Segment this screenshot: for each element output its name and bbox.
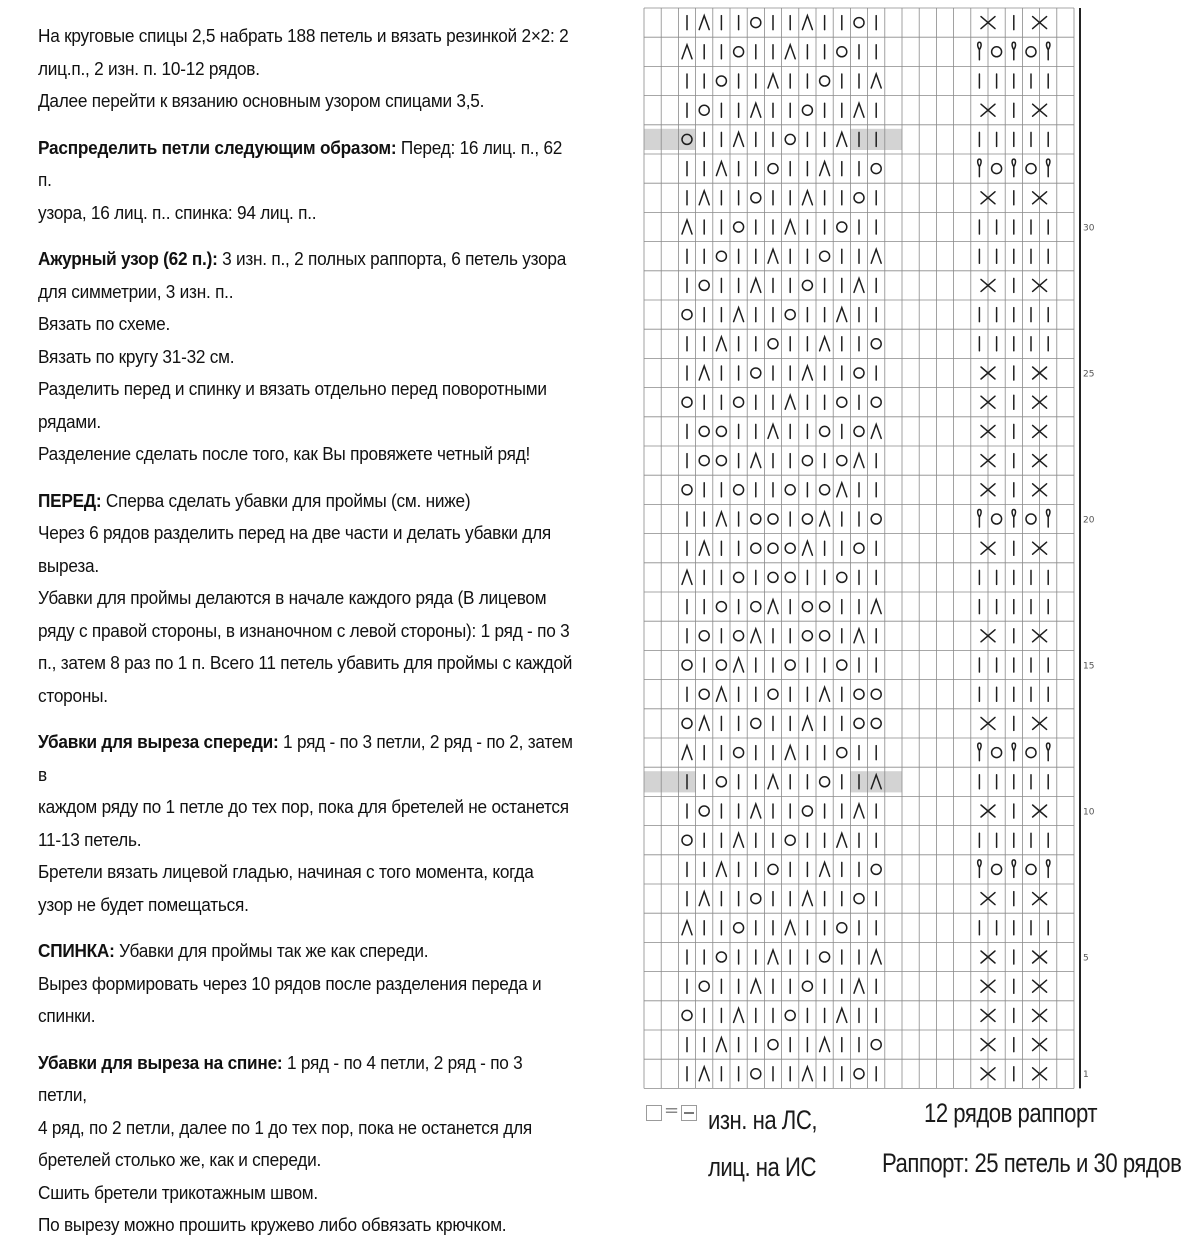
heading-front-neck: Убавки для выреза спереди: — [38, 731, 279, 752]
decrease-stitch — [854, 103, 864, 117]
yarn-over — [837, 660, 847, 670]
text-line: спинки. — [38, 1005, 96, 1026]
text-line: рядами. — [38, 410, 101, 432]
decrease-stitch — [768, 424, 778, 438]
yarn-over — [751, 894, 761, 904]
yarn-over — [682, 660, 692, 670]
yarn-over — [699, 456, 709, 466]
yarn-over — [992, 864, 1002, 874]
yarn-over — [992, 47, 1002, 57]
decrease-stitch — [716, 512, 726, 526]
twisted-stitch — [1012, 159, 1015, 177]
decrease-stitch — [699, 892, 709, 906]
decrease-stitch — [716, 862, 726, 876]
decrease-stitch — [802, 366, 812, 380]
yarn-over — [871, 339, 881, 349]
yarn-over — [802, 631, 812, 641]
decrease-stitch — [837, 833, 847, 847]
yarn-over — [751, 543, 761, 553]
yarn-over — [716, 76, 726, 86]
text-line: Сперва сделать убавки для проймы (см. ниже) — [101, 489, 471, 511]
decrease-stitch — [802, 716, 812, 730]
paragraph-back-neck — [38, 1047, 573, 1112]
yarn-over — [751, 368, 761, 378]
yarn-over — [734, 47, 744, 57]
yarn-over — [785, 134, 795, 144]
yarn-over — [854, 543, 864, 553]
twisted-stitch — [1046, 510, 1049, 528]
decrease-stitch — [768, 950, 778, 964]
decrease-stitch — [820, 1038, 830, 1052]
yarn-over — [768, 864, 778, 874]
yarn-over — [682, 310, 692, 320]
yarn-over — [992, 164, 1002, 174]
text-line: узора, 16 лиц. п.. спинка: 94 лиц. п.. — [38, 201, 317, 223]
decrease-stitch — [785, 921, 795, 935]
yarn-over — [734, 748, 744, 758]
heading-lace-pattern: Ажурный узор (62 п.): — [38, 248, 218, 269]
yarn-over — [682, 835, 692, 845]
yarn-over — [682, 718, 692, 728]
twisted-stitch — [1046, 743, 1049, 761]
yarn-over — [871, 164, 881, 174]
yarn-over — [751, 193, 761, 203]
twisted-stitch — [1046, 42, 1049, 60]
yarn-over — [716, 952, 726, 962]
purl-symbol-icon — [646, 1105, 662, 1121]
yarn-over — [751, 514, 761, 524]
decrease-stitch — [751, 454, 761, 468]
text-line: Бретели вязать лицевой гладью, начиная с того момента, когда — [38, 861, 534, 882]
decrease-stitch — [768, 775, 778, 789]
yarn-over — [820, 76, 830, 86]
yarn-over — [734, 923, 744, 933]
legend-line-2: лиц. на ИС — [708, 1152, 816, 1182]
yarn-over — [820, 602, 830, 612]
row-number: 30 — [1083, 223, 1095, 234]
yarn-over — [785, 543, 795, 553]
decrease-stitch — [802, 541, 812, 555]
decrease-stitch — [768, 74, 778, 88]
yarn-over — [682, 1010, 692, 1020]
yarn-over — [802, 280, 812, 290]
yarn-over — [854, 689, 864, 699]
yarn-over — [854, 18, 864, 28]
text-line: 1 ряд - по 3 петли, 2 ряд - по 2, затем в — [38, 731, 573, 785]
yarn-over — [837, 47, 847, 57]
text-line: ряду с правой стороны, в изнаночном с левой стороны): 1 ряд - по 3 — [38, 619, 570, 641]
text-line: Вязать по кругу 31-32 см. — [38, 345, 235, 367]
text-line: На круговые спицы 2,5 набрать 188 петель и вязать резинкой 2×2: 2 — [38, 25, 569, 46]
decrease-stitch — [871, 249, 881, 263]
yarn-over — [992, 514, 1002, 524]
decrease-stitch — [802, 1067, 812, 1081]
text-line: Убавки для проймы делаются в начале каждого ряда (В лицевом — [38, 587, 547, 608]
yarn-over — [682, 485, 692, 495]
heading-back: СПИНКА: — [38, 940, 115, 961]
yarn-over — [785, 835, 795, 845]
legend-line-1: изн. на ЛС, — [708, 1105, 818, 1135]
yarn-over — [802, 456, 812, 466]
yarn-over — [871, 514, 881, 524]
twisted-stitch — [978, 860, 981, 878]
yarn-over — [785, 660, 795, 670]
decrease-stitch — [716, 337, 726, 351]
twisted-stitch — [1012, 743, 1015, 761]
text-line: Вязать по схеме. — [38, 313, 171, 334]
yarn-over — [768, 339, 778, 349]
yarn-over — [785, 1010, 795, 1020]
yarn-over — [768, 164, 778, 174]
repeat-info-label: Раппорт: 25 петель и 30 рядов — [882, 1148, 1182, 1178]
decrease-stitch — [871, 950, 881, 964]
decrease-stitch — [734, 308, 744, 322]
decrease-stitch — [734, 658, 744, 672]
text-line: Через 6 рядов разделить перед на две части и делать убавки для — [38, 522, 551, 543]
paragraph-lace — [38, 243, 573, 276]
yarn-over — [820, 631, 830, 641]
yarn-over — [820, 426, 830, 436]
decrease-stitch — [871, 424, 881, 438]
decrease-stitch — [699, 716, 709, 730]
decrease-stitch — [854, 979, 864, 993]
twisted-stitch — [978, 510, 981, 528]
decrease-stitch — [837, 308, 847, 322]
decrease-stitch — [820, 162, 830, 176]
legend-equals: = — [664, 1100, 680, 1121]
decrease-stitch — [734, 1008, 744, 1022]
yarn-over — [785, 572, 795, 582]
decrease-stitch — [871, 74, 881, 88]
yarn-over — [768, 543, 778, 553]
decrease-stitch — [734, 132, 744, 146]
yarn-over — [682, 397, 692, 407]
text-line: Разделить перед и спинку и вязать отдельно перед поворотными — [38, 378, 547, 399]
yarn-over — [699, 280, 709, 290]
yarn-over — [802, 105, 812, 115]
decrease-stitch — [854, 278, 864, 292]
yarn-over — [854, 193, 864, 203]
yarn-over — [716, 251, 726, 261]
yarn-over — [992, 748, 1002, 758]
text-line: Сшить бретели трикотажным швом. — [38, 1181, 318, 1203]
decrease-stitch — [716, 687, 726, 701]
yarn-over — [734, 631, 744, 641]
twisted-stitch — [1046, 860, 1049, 878]
heading-distribution: Распределить петли следующим образом: — [38, 136, 397, 158]
yarn-over — [871, 689, 881, 699]
decrease-stitch — [682, 220, 692, 234]
text-line: 1 ряд - по 4 петли, 2 ряд - по 3 петли, — [38, 1051, 523, 1105]
yarn-over — [734, 222, 744, 232]
yarn-over — [1026, 864, 1036, 874]
yarn-over — [854, 894, 864, 904]
row-number: 25 — [1083, 369, 1095, 380]
decrease-stitch — [854, 804, 864, 818]
yarn-over — [785, 485, 795, 495]
twisted-stitch — [1046, 159, 1049, 177]
yarn-over — [768, 572, 778, 582]
yarn-over — [837, 456, 847, 466]
text-line: Перед: 16 лиц. п., 62 п. — [38, 136, 563, 190]
yarn-over — [751, 602, 761, 612]
decrease-stitch — [820, 862, 830, 876]
decrease-stitch — [682, 746, 692, 760]
text-line: 4 ряд, по 2 петли, далее по 1 до тех пор, пока не останется для — [38, 1116, 532, 1138]
text-line: п., затем 8 раз по 1 п. Всего 11 петель убавить для проймы с каждой — [38, 652, 573, 673]
decrease-stitch — [699, 16, 709, 30]
instructions-text — [38, 20, 573, 1242]
paragraph-back — [38, 935, 573, 968]
decrease-stitch — [854, 629, 864, 643]
decrease-stitch — [751, 804, 761, 818]
row-number: 1 — [1083, 1070, 1089, 1081]
decrease-stitch — [699, 191, 709, 205]
heading-back-neck: Убавки для выреза на спине: — [38, 1051, 283, 1073]
yarn-over — [802, 602, 812, 612]
decrease-stitch — [734, 833, 744, 847]
yarn-over — [699, 631, 709, 641]
decrease-stitch — [768, 600, 778, 614]
text-line: узор не будет помещаться. — [38, 893, 249, 915]
decrease-stitch — [699, 541, 709, 555]
yarn-over — [768, 514, 778, 524]
decrease-stitch — [751, 629, 761, 643]
yarn-over — [837, 397, 847, 407]
yarn-over — [837, 748, 847, 758]
row-number: 15 — [1083, 661, 1095, 672]
yarn-over — [751, 18, 761, 28]
yarn-over — [854, 368, 864, 378]
paragraph-distribution — [38, 132, 573, 197]
yarn-over — [854, 426, 864, 436]
yarn-over — [802, 806, 812, 816]
decrease-stitch — [716, 162, 726, 176]
paragraph-front-neck — [38, 726, 573, 791]
yarn-over — [820, 952, 830, 962]
knitting-chart — [636, 0, 1200, 1200]
decrease-stitch — [820, 687, 830, 701]
yarn-over — [1026, 514, 1036, 524]
yarn-over — [734, 572, 744, 582]
yarn-over — [768, 1040, 778, 1050]
yarn-over — [802, 981, 812, 991]
decrease-stitch — [871, 600, 881, 614]
text-line: Вырез формировать через 10 рядов после разделения переда и — [38, 972, 542, 994]
decrease-stitch — [699, 366, 709, 380]
yarn-over — [1026, 748, 1036, 758]
text-line: выреза. — [38, 554, 99, 576]
repeat-rows-label: 12 рядов раппорт — [924, 1098, 1097, 1128]
knitting-chart-svg — [636, 0, 1200, 1090]
decrease-stitch — [682, 921, 692, 935]
text-line: лиц.п., 2 изн. п. 10-12 рядов. — [38, 57, 260, 79]
decrease-stitch — [751, 103, 761, 117]
decrease-stitch — [854, 454, 864, 468]
decrease-stitch — [802, 892, 812, 906]
twisted-stitch — [978, 42, 981, 60]
decrease-stitch — [802, 16, 812, 30]
yarn-over — [871, 397, 881, 407]
decrease-stitch — [768, 249, 778, 263]
yarn-over — [716, 660, 726, 670]
yarn-over — [716, 456, 726, 466]
yarn-over — [854, 1069, 864, 1079]
row-number: 20 — [1083, 515, 1095, 526]
row-number: 5 — [1083, 953, 1089, 964]
decrease-stitch — [837, 1008, 847, 1022]
decrease-stitch — [682, 45, 692, 59]
text-line: По вырезу можно прошить кружево либо обвязать крючком. — [38, 1214, 507, 1235]
yarn-over — [768, 689, 778, 699]
text-line: Далее перейти к вязанию основным узором спицами 3,5. — [38, 90, 485, 111]
text-line: бретелей столько же, как и спереди. — [38, 1149, 322, 1170]
twisted-stitch — [1012, 510, 1015, 528]
row-number: 10 — [1083, 807, 1095, 818]
text-line: 3 изн. п., 2 полных раппорта, 6 петель узора — [217, 248, 567, 269]
decrease-stitch — [785, 395, 795, 409]
yarn-over — [699, 689, 709, 699]
yarn-over — [871, 718, 881, 728]
yarn-over — [716, 602, 726, 612]
decrease-stitch — [820, 337, 830, 351]
yarn-over — [699, 105, 709, 115]
decrease-stitch — [716, 1038, 726, 1052]
decrease-stitch — [682, 570, 692, 584]
decrease-stitch — [837, 483, 847, 497]
knit-symbol-icon — [681, 1105, 697, 1121]
yarn-over — [785, 310, 795, 320]
heading-front: ПЕРЕД: — [38, 489, 102, 511]
twisted-stitch — [1012, 42, 1015, 60]
yarn-over — [734, 485, 744, 495]
decrease-stitch — [699, 1067, 709, 1081]
text-line: для симметрии, 3 изн. п.. — [38, 280, 234, 302]
shaded-cell — [644, 129, 696, 150]
yarn-over — [699, 981, 709, 991]
yarn-over — [734, 397, 744, 407]
yarn-over — [820, 777, 830, 787]
yarn-over — [837, 222, 847, 232]
text-line: 11-13 петель. — [38, 828, 142, 850]
decrease-stitch — [820, 512, 830, 526]
yarn-over — [751, 718, 761, 728]
yarn-over — [837, 923, 847, 933]
shaded-cell — [644, 771, 696, 792]
decrease-stitch — [802, 191, 812, 205]
yarn-over — [837, 572, 847, 582]
yarn-over — [820, 251, 830, 261]
decrease-stitch — [837, 132, 847, 146]
yarn-over — [1026, 164, 1036, 174]
text-line: каждом ряду по 1 петле до тех пор, пока для бретелей не останется — [38, 796, 569, 817]
yarn-over — [751, 1069, 761, 1079]
decrease-stitch — [785, 45, 795, 59]
decrease-stitch — [785, 746, 795, 760]
yarn-over — [802, 514, 812, 524]
yarn-over — [716, 777, 726, 787]
yarn-over — [716, 426, 726, 436]
yarn-over — [871, 864, 881, 874]
yarn-over — [854, 718, 864, 728]
yarn-over — [699, 426, 709, 436]
text-line: Убавки для проймы так же как спереди. — [114, 940, 429, 961]
decrease-stitch — [751, 278, 761, 292]
yarn-over — [699, 806, 709, 816]
twisted-stitch — [978, 159, 981, 177]
decrease-stitch — [785, 220, 795, 234]
yarn-over — [871, 1040, 881, 1050]
twisted-stitch — [1012, 860, 1015, 878]
twisted-stitch — [978, 743, 981, 761]
text-line: Разделение сделать после того, как Вы провяжете четный ряд! — [38, 443, 531, 464]
paragraph-front — [38, 485, 573, 518]
decrease-stitch — [751, 979, 761, 993]
yarn-over — [820, 485, 830, 495]
text-line: стороны. — [38, 684, 108, 706]
yarn-over — [1026, 47, 1036, 57]
